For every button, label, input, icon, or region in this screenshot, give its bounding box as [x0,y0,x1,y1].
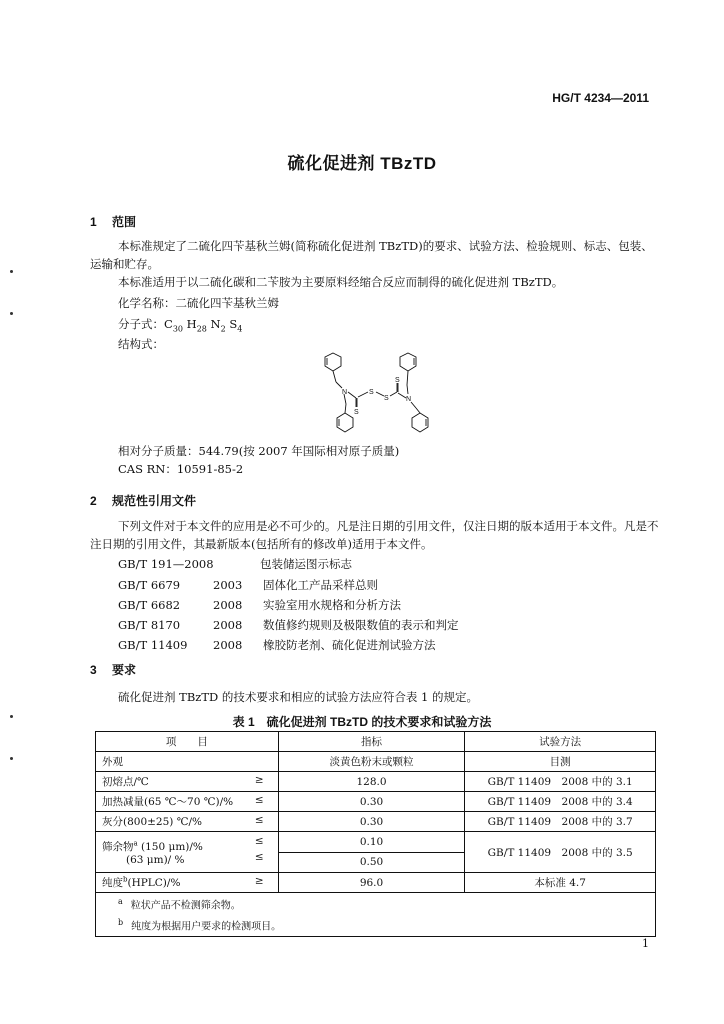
comparison-operator: ≤ [254,851,264,863]
table-row [96,812,656,832]
atom-sulfur: S [354,409,359,416]
table-caption: 表 1 硫化促进剂 TBzTD 的技术要求和试验方法 [232,715,492,729]
paragraph: 本标准适用于以二硫化碳和二苄胺为主要原料经缩合反应而制得的硫化促进剂 TBzTD。 [118,275,564,289]
index-value: 128.0 [278,772,465,792]
structural-formula [300,352,450,442]
test-method: GB/T 11409 2008 中的 3.1 [465,772,656,792]
column-header: 指标 [278,732,465,752]
reference-item: GB/T 6679 2003 固体化工产品采样总则 [118,578,378,592]
cas-number: CAS RN：10591-85-2 [118,462,244,476]
section-number: 3 [90,663,97,677]
table-footnote-row [96,893,656,937]
structure-label: 结构式： [118,337,164,351]
reference-item: GB/T 8170 2008 数值修约规则及极限数值的表示和判定 [118,618,459,632]
column-header: 试验方法 [465,732,656,752]
atom-sulfur: S [395,377,400,384]
standard-code-header: HG/T 4234—2011 [552,91,649,105]
atom-sulfur: S [384,395,389,402]
index-value: 0.50 [278,852,465,873]
molecular-formula: 分子式：$C_{30}$ $H_{28}$ $N_2$ $S_4$ [118,317,243,334]
table-row [96,772,656,792]
atom-nitrogen: N [406,396,412,403]
comparison-operator: ≥ [254,774,264,786]
scan-mark [10,715,13,718]
index-value: 0.10 [278,832,465,853]
paragraph: 硫化促进剂 TBzTD 的技术要求和相应的试验方法应符合表 1 的规定。 [118,690,479,704]
item-label: (63 μm)/ % [126,853,185,866]
document-title: 硫化促进剂 TBzTD [287,154,437,173]
comparison-operator: ≤ [254,794,264,806]
atom-nitrogen: N [342,389,348,396]
item-label: 筛余物$^a$ (150 μm)/% [102,839,203,853]
test-method: 本标准 4.7 [465,873,656,893]
table-row [96,873,656,893]
reference-item: GB/T 6682 2008 实验室用水规格和分析方法 [118,598,401,612]
reference-item: GB/T 11409 2008 橡胶防老剂、硫化促进剂试验方法 [118,638,436,652]
reference-item: GB/T 191—2008 包装储运图示标志 [118,557,352,571]
test-method: GB/T 11409 2008 中的 3.4 [465,792,656,812]
comparison-operator: ≤ [254,814,264,826]
section-number: 2 [90,494,97,508]
table-row [96,832,656,853]
item-label: 加热减量(65 ℃～70 ℃)/% [102,796,234,808]
section-number: 1 [90,215,97,229]
item-label: 纯度$^b$(HPLC)/% [102,875,181,889]
index-value: 96.0 [278,873,465,893]
section-title: 规范性引用文件 [112,494,197,508]
table-row [96,792,656,812]
section-heading [90,492,196,509]
index-value: 0.30 [278,812,465,832]
scan-mark [10,270,13,273]
paragraph: 本标准规定了二硫化四苄基秋兰姆(简称硫化促进剂 TBzTD)的要求、试验方法、检验规则、标志、包装、运输和贮存。 [90,239,653,271]
table-row [96,752,656,772]
index-value: 0.30 [278,792,465,812]
section-heading [90,661,136,678]
requirements-table [95,731,656,937]
test-method: GB/T 11409 2008 中的 3.5 [465,832,656,873]
column-header: 项 目 [96,732,279,752]
scan-mark [10,757,13,760]
item-label: 初熔点/℃ [102,776,149,788]
footnote: $^b$ 纯度为根据用户要求的检测项目。 [118,918,282,933]
table-header-row [96,732,656,752]
index-value: 淡黄色粉末或颗粒 [278,752,465,772]
comparison-operator: ≤ [254,835,264,847]
section-heading [90,213,136,230]
item-label: 外观 [102,756,123,768]
comparison-operator: ≥ [254,875,264,887]
item-label: 灰分(800±25) ℃/% [102,816,202,828]
atom-sulfur: S [369,389,374,396]
molar-mass: 相对分子质量：544.79(按 2007 年国际相对原子质量) [118,444,400,458]
page-number: 1 [642,937,649,950]
scan-mark [10,312,13,315]
chemical-name: 化学名称：二硫化四苄基秋兰姆 [118,296,279,310]
test-method: GB/T 11409 2008 中的 3.7 [465,812,656,832]
section-title: 要求 [112,663,137,677]
footnote: $^a$ 粒状产品不检测筛余物。 [118,897,241,912]
test-method: 目测 [465,752,656,772]
section-title: 范围 [112,215,137,229]
paragraph: 下列文件对于本文件的应用是必不可少的。凡是注日期的引用文件，仅注日期的版本适用于本文件。凡是不注日期的引用文件，其最新版本(包括所有的修改单)适用于本文件。 [90,519,659,551]
